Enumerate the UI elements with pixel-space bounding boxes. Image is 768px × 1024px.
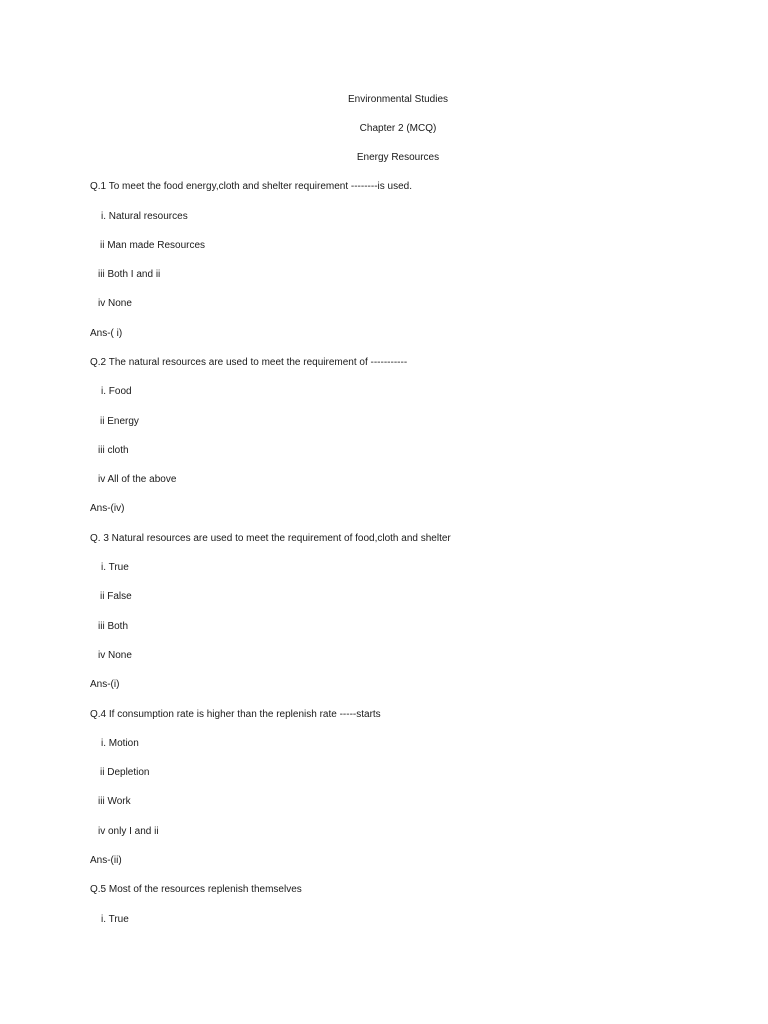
question-3-option-1: i. True bbox=[101, 562, 129, 573]
question-2-option-1: i. Food bbox=[101, 386, 132, 397]
question-1-option-4: iv None bbox=[98, 298, 132, 309]
question-3-option-3: iii Both bbox=[98, 621, 129, 632]
question-2-answer: Ans-(iv) bbox=[90, 503, 125, 514]
chapter-title: Chapter 2 (MCQ) bbox=[359, 123, 437, 134]
question-5-option-1: i. True bbox=[101, 914, 129, 925]
question-1-option-2: ii Man made Resources bbox=[100, 240, 206, 251]
question-3: Q. 3 Natural resources are used to meet the requirement of food,cloth and shelter bbox=[90, 533, 451, 544]
question-3-answer: Ans-(i) bbox=[90, 679, 120, 690]
question-4-option-1: i. Motion bbox=[101, 738, 139, 749]
question-4-option-2: ii Depletion bbox=[100, 767, 150, 778]
question-1-answer: Ans-( i) bbox=[90, 328, 123, 339]
question-2: Q.2 The natural resources are used to meet the requirement of ----------- bbox=[90, 357, 408, 368]
question-1-option-3: iii Both I and ii bbox=[98, 269, 161, 280]
question-4-answer: Ans-(ii) bbox=[90, 855, 122, 866]
topic-title: Energy Resources bbox=[356, 152, 440, 163]
question-3-option-4: iv None bbox=[98, 650, 132, 661]
question-1: Q.1 To meet the food energy,cloth and shelter requirement --------is used. bbox=[90, 181, 412, 192]
question-5: Q.5 Most of the resources replenish themselves bbox=[90, 884, 302, 895]
question-4-option-4: iv only I and ii bbox=[98, 826, 159, 837]
question-3-option-2: ii False bbox=[100, 591, 132, 602]
question-1-option-1: i. Natural resources bbox=[101, 211, 188, 222]
question-4-option-3: iii Work bbox=[98, 796, 131, 807]
question-4: Q.4 If consumption rate is higher than the replenish rate -----starts bbox=[90, 709, 381, 720]
question-2-option-2: ii Energy bbox=[100, 416, 139, 427]
subject-title: Environmental Studies bbox=[347, 94, 449, 105]
question-2-option-3: iii cloth bbox=[98, 445, 129, 456]
question-2-option-4: iv All of the above bbox=[98, 474, 177, 485]
